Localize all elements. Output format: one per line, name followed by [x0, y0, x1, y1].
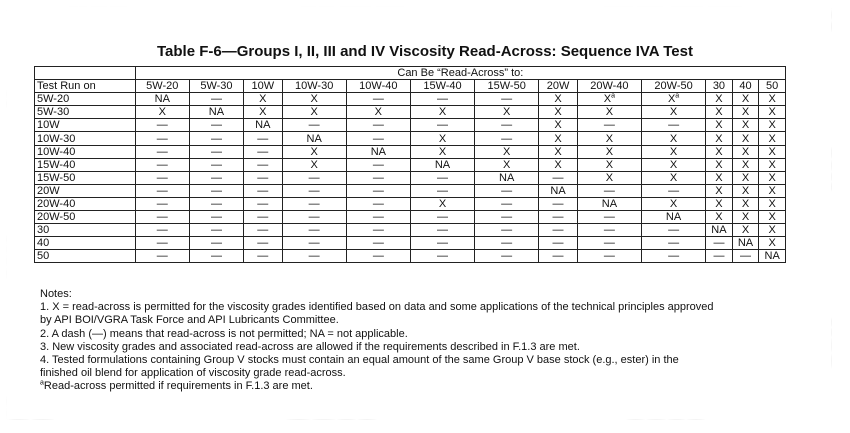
notes-heading: Notes:	[40, 288, 72, 300]
table-cell: X	[539, 132, 578, 145]
table-cell: —	[135, 197, 189, 210]
table-cell: —	[346, 171, 410, 184]
table-cell: —	[641, 237, 705, 250]
table-cell: X	[759, 237, 786, 250]
note-line: 2. A dash (—) means that read-across is not permitted; NA = not applicable.	[40, 327, 408, 340]
table-cell: X	[759, 106, 786, 119]
column-header: 5W-30	[189, 80, 243, 93]
column-header: 5W-20	[135, 80, 189, 93]
column-header: 20W	[539, 80, 578, 93]
table-cell: —	[135, 145, 189, 158]
table-cell: —	[244, 237, 283, 250]
table-row	[35, 93, 786, 106]
table-cell: NA	[410, 158, 474, 171]
table-cell: —	[577, 211, 641, 224]
table-row	[35, 250, 786, 263]
table-cell: —	[475, 93, 539, 106]
table-cell: —	[346, 250, 410, 263]
cell-value: X	[667, 93, 676, 106]
subheader-row	[35, 67, 786, 80]
table-cell: X	[539, 145, 578, 158]
table-cell: —	[577, 237, 641, 250]
table-cell: X	[732, 106, 759, 119]
table-cell	[577, 93, 641, 106]
table-cell: —	[539, 211, 578, 224]
table-cell: —	[135, 211, 189, 224]
table-cell: NA	[539, 184, 578, 197]
table-cell: —	[706, 237, 733, 250]
table-cell: —	[475, 197, 539, 210]
table-cell: X	[135, 106, 189, 119]
table-cell: X	[475, 158, 539, 171]
table-cell: —	[282, 250, 346, 263]
table-cell: —	[189, 119, 243, 132]
row-label: 50	[35, 250, 136, 263]
table-cell: NA	[346, 145, 410, 158]
table-cell: —	[346, 197, 410, 210]
column-header: 15W-50	[475, 80, 539, 93]
table-cell: —	[135, 171, 189, 184]
table-cell: —	[189, 145, 243, 158]
notes-section	[40, 288, 800, 394]
table-cell: —	[244, 197, 283, 210]
table-cell: —	[282, 224, 346, 237]
table-cell: NA	[244, 119, 283, 132]
table-cell: —	[641, 184, 705, 197]
table-row	[35, 184, 786, 197]
table-cell: X	[759, 119, 786, 132]
read-across-table	[34, 66, 786, 263]
table-cell: —	[189, 237, 243, 250]
table-cell: X	[732, 158, 759, 171]
table-cell: —	[244, 211, 283, 224]
table-cell: —	[539, 224, 578, 237]
table-cell: —	[135, 158, 189, 171]
table-row	[35, 224, 786, 237]
table-cell: X	[641, 158, 705, 171]
table-cell: X	[759, 158, 786, 171]
table-cell: —	[189, 158, 243, 171]
table-cell: —	[189, 93, 243, 106]
table-cell: —	[641, 224, 705, 237]
table-cell: NA	[189, 106, 243, 119]
table-cell: X	[346, 106, 410, 119]
table-row	[35, 237, 786, 250]
table-cell: X	[577, 132, 641, 145]
column-header: 50	[759, 80, 786, 93]
table-cell	[641, 93, 705, 106]
table-row	[35, 132, 786, 145]
table-cell: X	[641, 132, 705, 145]
table-cell: X	[577, 171, 641, 184]
table-cell: X	[759, 93, 786, 106]
table-cell: X	[641, 197, 705, 210]
cell-footnote-mark: a	[675, 92, 680, 100]
row-label: 10W	[35, 119, 136, 132]
table-cell: —	[346, 211, 410, 224]
blank-corner-cell	[35, 67, 136, 80]
table-cell: —	[346, 224, 410, 237]
table-cell: —	[410, 224, 474, 237]
table-cell: X	[759, 171, 786, 184]
column-header: 40	[732, 80, 759, 93]
table-cell: X	[706, 158, 733, 171]
table-cell: —	[346, 158, 410, 171]
table-cell: X	[706, 171, 733, 184]
row-label: 20W-40	[35, 197, 136, 210]
table-row	[35, 197, 786, 210]
table-cell: —	[244, 184, 283, 197]
table-cell: X	[732, 93, 759, 106]
table-cell: X	[732, 132, 759, 145]
table-cell: —	[577, 250, 641, 263]
table-cell: X	[759, 184, 786, 197]
table-cell: —	[732, 250, 759, 263]
table-cell: X	[539, 119, 578, 132]
row-label: 5W-20	[35, 93, 136, 106]
table-cell: —	[282, 211, 346, 224]
table-cell: NA	[641, 211, 705, 224]
table-cell: —	[244, 158, 283, 171]
row-label: 15W-40	[35, 158, 136, 171]
table-cell: —	[244, 250, 283, 263]
table-cell: X	[759, 197, 786, 210]
column-header: 30	[706, 80, 733, 93]
table-cell: —	[410, 119, 474, 132]
table-cell: X	[706, 197, 733, 210]
note-line: 3. New viscosity grades and associated read-across are allowed if the requirements described in F.1.3 are met.	[40, 340, 580, 353]
table-cell: X	[539, 158, 578, 171]
table-cell: X	[577, 158, 641, 171]
table-cell: —	[189, 224, 243, 237]
table-cell: —	[641, 250, 705, 263]
table-cell: —	[189, 197, 243, 210]
table-cell: X	[706, 184, 733, 197]
table-cell: X	[759, 132, 786, 145]
table-cell: —	[346, 93, 410, 106]
table-cell: —	[282, 171, 346, 184]
row-label: 10W-40	[35, 145, 136, 158]
table-cell: NA	[282, 132, 346, 145]
footnote-mark: a	[40, 379, 44, 387]
table-cell: X	[732, 119, 759, 132]
column-header: 10W-40	[346, 80, 410, 93]
table-cell: —	[282, 237, 346, 250]
column-header: 15W-40	[410, 80, 474, 93]
table-cell: X	[641, 145, 705, 158]
table-cell: —	[244, 171, 283, 184]
table-cell: X	[244, 93, 283, 106]
table-cell: —	[189, 250, 243, 263]
table-cell: —	[282, 119, 346, 132]
note-line: finished oil blend for application of viscosity grade read-across.	[40, 367, 346, 380]
table-cell: X	[732, 211, 759, 224]
table-cell: —	[135, 224, 189, 237]
column-header-row	[35, 80, 786, 93]
table-cell: —	[475, 132, 539, 145]
table-cell: X	[759, 224, 786, 237]
row-label: 20W-50	[35, 211, 136, 224]
table-cell: X	[282, 93, 346, 106]
table-row	[35, 106, 786, 119]
table-cell: —	[189, 211, 243, 224]
table-cell: X	[282, 158, 346, 171]
table-cell: X	[706, 106, 733, 119]
row-label: 30	[35, 224, 136, 237]
table-cell: —	[410, 184, 474, 197]
table-cell: X	[706, 145, 733, 158]
table-cell: —	[135, 250, 189, 263]
table-cell: X	[410, 145, 474, 158]
table-cell: —	[410, 237, 474, 250]
note-line: 1. X = read-across is permitted for the viscosity grades identified based on data and some applications of the technical principles approved	[40, 301, 714, 314]
column-header: 20W-40	[577, 80, 641, 93]
row-label: 15W-50	[35, 171, 136, 184]
table-cell: X	[706, 132, 733, 145]
table-cell: X	[410, 106, 474, 119]
table-cell: —	[244, 145, 283, 158]
table-cell: —	[410, 171, 474, 184]
table-cell: —	[189, 171, 243, 184]
table-cell: X	[732, 224, 759, 237]
table-cell: X	[641, 171, 705, 184]
table-cell: X	[282, 145, 346, 158]
table-cell: —	[539, 197, 578, 210]
note-line: 4. Tested formulations containing Group V stocks must contain an equal amount of the same Group V base stock (e.g., ester) in the	[40, 354, 679, 367]
table-cell: —	[282, 197, 346, 210]
table-row	[35, 211, 786, 224]
table-cell: —	[577, 184, 641, 197]
table-cell: —	[189, 132, 243, 145]
table-cell: X	[475, 106, 539, 119]
column-header: 10W	[244, 80, 283, 93]
row-label: 20W	[35, 184, 136, 197]
table-cell: —	[410, 93, 474, 106]
table-cell: X	[706, 93, 733, 106]
table-cell: —	[244, 132, 283, 145]
table-cell: —	[706, 250, 733, 263]
table-title: Table F-6—Groups I, II, III and IV Viscosity Read-Across: Sequence IVA Test	[157, 43, 693, 60]
cell-footnote-mark: a	[611, 92, 616, 100]
table-cell: X	[539, 106, 578, 119]
footnote-text: Read-across permitted if requirements in F.1.3 are met.	[43, 380, 313, 393]
table-cell: —	[410, 211, 474, 224]
table-cell: —	[282, 184, 346, 197]
table-cell: NA	[135, 93, 189, 106]
table-cell: X	[706, 211, 733, 224]
table-cell: —	[641, 119, 705, 132]
table-cell: —	[475, 237, 539, 250]
table-cell: —	[577, 119, 641, 132]
subheader-cell: Can Be “Read-Across” to:	[135, 67, 785, 80]
table-row	[35, 171, 786, 184]
note-line: by API BOI/VGRA Task Force and API Lubricants Committee.	[40, 314, 339, 327]
table-cell: —	[475, 250, 539, 263]
table-cell: NA	[732, 237, 759, 250]
cell-value: X	[603, 93, 612, 106]
table-cell: —	[539, 250, 578, 263]
table-cell: —	[539, 171, 578, 184]
table-cell: NA	[706, 224, 733, 237]
column-header: 20W-50	[641, 80, 705, 93]
table-cell: X	[641, 106, 705, 119]
table-cell: —	[475, 119, 539, 132]
footnote	[40, 380, 800, 393]
table-row	[35, 145, 786, 158]
table-cell: —	[475, 184, 539, 197]
table-cell: —	[346, 132, 410, 145]
column-header: 10W-30	[282, 80, 346, 93]
table-cell: X	[732, 197, 759, 210]
table-cell: X	[732, 171, 759, 184]
table-cell: X	[244, 106, 283, 119]
table-cell: —	[539, 237, 578, 250]
table-cell: —	[244, 224, 283, 237]
table-cell: —	[135, 119, 189, 132]
table-cell: —	[475, 211, 539, 224]
table-cell: —	[189, 184, 243, 197]
table-cell: X	[282, 106, 346, 119]
table-cell: —	[346, 119, 410, 132]
row-label: 5W-30	[35, 106, 136, 119]
table-cell: X	[577, 106, 641, 119]
table-cell: X	[410, 197, 474, 210]
table-cell: NA	[759, 250, 786, 263]
row-label: 10W-30	[35, 132, 136, 145]
table-cell: X	[539, 93, 578, 106]
table-cell: —	[346, 237, 410, 250]
table-row	[35, 158, 786, 171]
row-label: 40	[35, 237, 136, 250]
table-cell: —	[346, 184, 410, 197]
table-cell: X	[732, 145, 759, 158]
table-cell: —	[410, 250, 474, 263]
table-cell: —	[475, 224, 539, 237]
table-cell: X	[732, 184, 759, 197]
table-cell: —	[135, 237, 189, 250]
table-cell: X	[759, 211, 786, 224]
table-cell: NA	[577, 197, 641, 210]
table-cell: X	[759, 145, 786, 158]
table-cell: X	[475, 145, 539, 158]
table-cell: —	[577, 224, 641, 237]
table-cell: —	[135, 184, 189, 197]
table-cell: X	[577, 145, 641, 158]
corner-label: Test Run on	[35, 80, 136, 93]
table-cell: X	[410, 132, 474, 145]
table-row	[35, 119, 786, 132]
table-cell: —	[135, 132, 189, 145]
table-cell: NA	[475, 171, 539, 184]
table-cell: X	[706, 119, 733, 132]
